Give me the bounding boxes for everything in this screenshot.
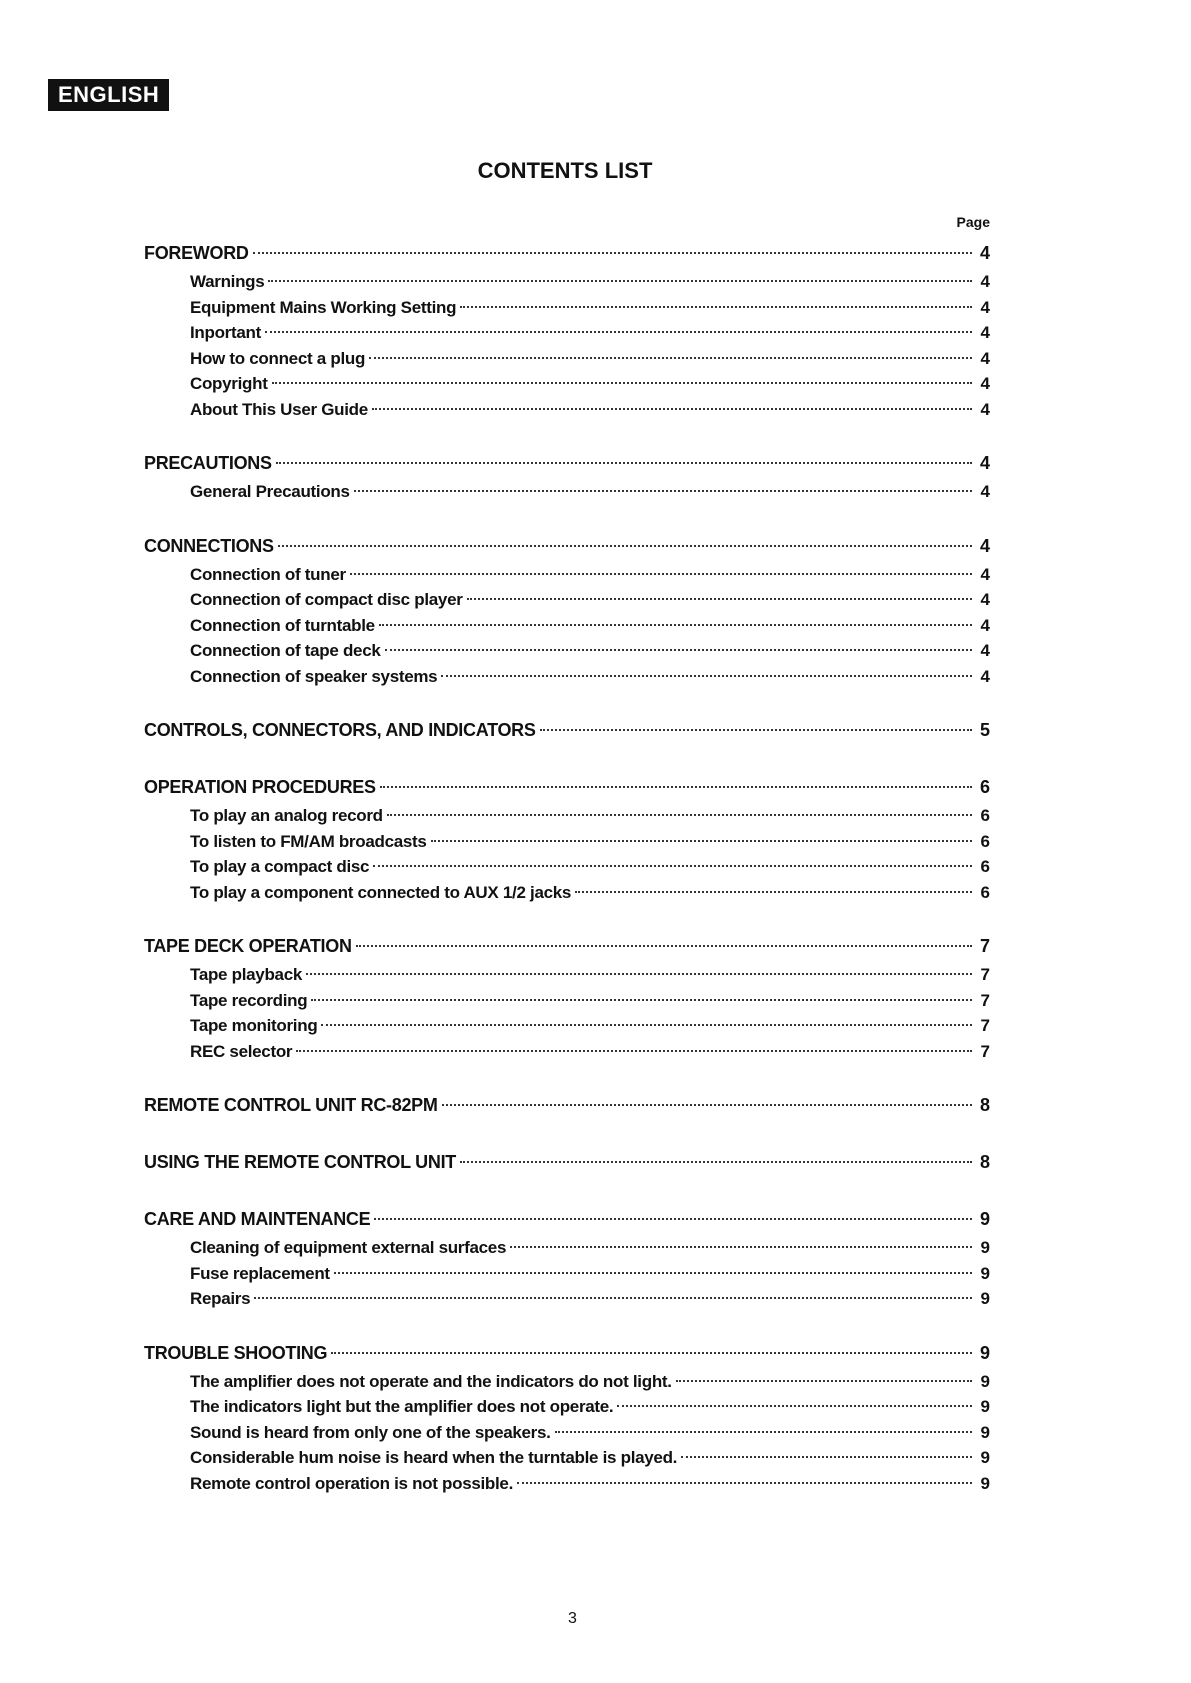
toc-entry — [144, 1420, 990, 1446]
dot-leader — [311, 999, 972, 1001]
toc-entry — [144, 346, 990, 372]
toc-entry — [144, 371, 990, 397]
toc-heading-label: OPERATION PROCEDURES — [144, 777, 376, 797]
toc-section — [144, 1203, 990, 1312]
toc-heading — [144, 1146, 990, 1178]
toc-entry-label: Repairs — [190, 1289, 251, 1308]
toc-heading — [144, 237, 990, 269]
dot-leader — [296, 1050, 972, 1052]
toc-entry-page: 7 — [980, 1016, 990, 1035]
toc-entry-label: Fuse replacement — [190, 1263, 330, 1283]
toc-entry-page: 9 — [980, 1238, 990, 1257]
toc-entry-label: Equipment Mains Working Setting — [190, 297, 457, 317]
toc-entry-page: 9 — [980, 1473, 990, 1493]
toc-entry-page: 4 — [980, 615, 990, 635]
dot-leader — [460, 306, 972, 308]
toc-entry-label: REC selector — [190, 1041, 293, 1061]
dot-leader — [334, 1272, 972, 1274]
toc-section — [144, 771, 990, 905]
toc-entry-page: 9 — [980, 1448, 990, 1467]
dot-leader — [253, 252, 972, 254]
toc-heading — [144, 1089, 990, 1121]
toc-entry-page: 6 — [980, 882, 990, 902]
toc-entry-page: 9 — [980, 1371, 990, 1391]
toc-heading-page: 4 — [979, 243, 990, 263]
toc-entry-label: Connection of compact disc player — [190, 590, 463, 609]
toc-entry-page: 4 — [980, 641, 990, 660]
toc-entry-label: Remote control operation is not possible. — [190, 1473, 514, 1493]
toc-heading-page: 9 — [979, 1342, 990, 1363]
toc-heading-label: USING THE REMOTE CONTROL UNIT — [144, 1152, 456, 1172]
toc-section — [144, 1146, 990, 1178]
dot-leader — [254, 1297, 972, 1299]
dot-leader — [321, 1024, 972, 1026]
toc-entry — [144, 587, 990, 613]
toc-entry — [144, 1235, 990, 1261]
toc-entry-label: Connection of turntable — [190, 615, 375, 635]
dot-leader — [460, 1161, 972, 1163]
dot-leader — [467, 598, 972, 600]
toc-entry-label: Connection of tuner — [190, 564, 346, 584]
dot-leader — [681, 1456, 972, 1458]
toc-entry-page: 6 — [980, 831, 990, 851]
toc-entry-page: 4 — [980, 272, 990, 291]
dot-leader — [272, 382, 972, 384]
toc-entry — [144, 1471, 990, 1497]
toc-heading-page: 5 — [979, 720, 990, 740]
dot-leader — [385, 649, 972, 651]
toc-heading-page: 9 — [979, 1209, 990, 1229]
toc-entry — [144, 320, 990, 346]
toc-heading-label: CONTROLS, CONNECTORS, AND INDICATORS — [144, 720, 536, 740]
toc-section — [144, 930, 990, 1064]
toc-entry-label: To play an analog record — [190, 806, 383, 825]
toc-section — [144, 1089, 990, 1121]
dot-leader — [268, 280, 972, 282]
toc-entry — [144, 1394, 990, 1420]
toc-section — [144, 714, 990, 746]
toc-heading-page: 4 — [979, 535, 990, 556]
toc-heading-label: FOREWORD — [144, 243, 249, 263]
toc-entry-label: Considerable hum noise is heard when the turntable is played. — [190, 1448, 678, 1467]
toc-entry-page: 4 — [980, 482, 990, 501]
toc-heading-page: 4 — [979, 453, 990, 473]
toc-entry-label: To play a compact disc — [190, 857, 370, 876]
dot-leader — [354, 490, 972, 492]
toc-entry-label: How to connect a plug — [190, 348, 366, 368]
toc-entry — [144, 962, 990, 988]
toc-entry — [144, 1013, 990, 1039]
dot-leader — [540, 729, 972, 731]
toc-entry — [144, 295, 990, 321]
toc-entry — [144, 269, 990, 295]
toc-entry-page: 4 — [980, 374, 990, 393]
dot-leader — [278, 545, 972, 547]
toc-entry-page: 9 — [980, 1289, 990, 1308]
toc-entry-page: 4 — [980, 323, 990, 342]
toc-entry-page: 7 — [980, 990, 990, 1010]
toc-section — [144, 447, 990, 505]
toc-entry — [144, 613, 990, 639]
toc-heading — [144, 930, 990, 962]
dot-leader — [356, 945, 972, 947]
toc-entry — [144, 479, 990, 505]
dot-leader — [617, 1405, 972, 1407]
toc-entry-label: To listen to FM/AM broadcasts — [190, 831, 427, 851]
dot-leader — [374, 1218, 972, 1220]
toc-heading-label: REMOTE CONTROL UNIT RC-82PM — [144, 1095, 438, 1115]
toc-entry-label: General Precautions — [190, 482, 350, 501]
toc-entry-label: About This User Guide — [190, 399, 368, 419]
dot-leader — [676, 1380, 972, 1382]
toc-heading-page: 6 — [979, 777, 990, 797]
toc-entry-label: Warnings — [190, 272, 265, 291]
toc-entry — [144, 880, 990, 906]
toc-entry — [144, 562, 990, 588]
toc-entry — [144, 1261, 990, 1287]
toc-entry-label: Tape playback — [190, 965, 303, 984]
toc-entry — [144, 854, 990, 880]
toc-entry-page: 7 — [980, 1041, 990, 1061]
toc-heading — [144, 771, 990, 803]
toc-entry — [144, 638, 990, 664]
dot-leader — [431, 840, 972, 842]
toc-section — [144, 530, 990, 690]
dot-leader — [331, 1352, 972, 1354]
page-number: 3 — [568, 1610, 577, 1627]
toc-entry-label: To play a component connected to AUX 1/2 jacks — [190, 882, 572, 902]
toc-entry — [144, 803, 990, 829]
toc-entry — [144, 1445, 990, 1471]
toc-section — [144, 237, 990, 422]
toc-entry-page: 4 — [980, 399, 990, 419]
toc-entry-page: 4 — [980, 564, 990, 584]
dot-leader — [575, 891, 972, 893]
toc-entry-label: The amplifier does not operate and the indicators do not light. — [190, 1371, 672, 1391]
dot-leader — [517, 1482, 972, 1484]
toc-heading-label: PRECAUTIONS — [144, 453, 272, 473]
dot-leader — [265, 331, 972, 333]
toc-heading — [144, 1203, 990, 1235]
dot-leader — [442, 1104, 972, 1106]
toc-heading-page: 8 — [979, 1152, 990, 1172]
toc-heading-label: CONNECTIONS — [144, 535, 274, 556]
toc-heading — [144, 530, 990, 562]
table-of-contents — [144, 237, 990, 1521]
toc-entry — [144, 1039, 990, 1065]
toc-entry-label: Inportant — [190, 323, 261, 342]
toc-entry-page: 9 — [980, 1397, 990, 1416]
toc-section — [144, 1337, 990, 1497]
toc-entry-label: Connection of tape deck — [190, 641, 381, 660]
dot-leader — [276, 462, 972, 464]
toc-entry-page: 6 — [980, 857, 990, 876]
page-title: CONTENTS LIST — [477, 158, 653, 183]
toc-entry-label: Sound is heard from only one of the speakers. — [190, 1422, 551, 1442]
toc-entry-label: Cleaning of equipment external surfaces — [190, 1238, 507, 1257]
toc-entry-page: 6 — [980, 806, 990, 825]
toc-entry-page: 4 — [980, 590, 990, 609]
toc-heading-label: TROUBLE SHOOTING — [144, 1342, 328, 1363]
dot-leader — [306, 973, 972, 975]
toc-entry-page: 4 — [980, 666, 990, 686]
toc-entry — [144, 1369, 990, 1395]
dot-leader — [369, 357, 972, 359]
toc-heading-page: 7 — [979, 936, 990, 956]
toc-entry — [144, 829, 990, 855]
toc-entry — [144, 988, 990, 1014]
toc-heading — [144, 447, 990, 479]
toc-heading-label: CARE AND MAINTENANCE — [144, 1209, 371, 1229]
toc-entry-label: Tape recording — [190, 990, 308, 1010]
toc-entry — [144, 397, 990, 423]
dot-leader — [373, 865, 972, 867]
dot-leader — [510, 1246, 972, 1248]
dot-leader — [372, 408, 972, 410]
toc-entry-page: 4 — [980, 348, 990, 368]
toc-heading — [144, 1337, 990, 1369]
toc-entry-page: 4 — [980, 297, 990, 317]
toc-entry — [144, 1286, 990, 1312]
toc-heading — [144, 714, 990, 746]
toc-entry — [144, 664, 990, 690]
dot-leader — [350, 573, 972, 575]
toc-entry-page: 9 — [980, 1422, 990, 1442]
page-column-label: Page — [956, 214, 990, 230]
language-badge: ENGLISH — [48, 79, 169, 111]
dot-leader — [387, 814, 972, 816]
toc-heading-page: 8 — [979, 1095, 990, 1115]
toc-entry-page: 7 — [980, 965, 990, 984]
dot-leader — [555, 1431, 972, 1433]
toc-entry-page: 9 — [980, 1263, 990, 1283]
toc-entry-label: The indicators light but the amplifier does not operate. — [190, 1397, 614, 1416]
toc-entry-label: Tape monitoring — [190, 1016, 318, 1035]
toc-entry-label: Connection of speaker systems — [190, 666, 438, 686]
dot-leader — [441, 675, 972, 677]
dot-leader — [379, 624, 972, 626]
dot-leader — [380, 786, 972, 788]
toc-heading-label: TAPE DECK OPERATION — [144, 936, 352, 956]
toc-entry-label: Copyright — [190, 374, 268, 393]
